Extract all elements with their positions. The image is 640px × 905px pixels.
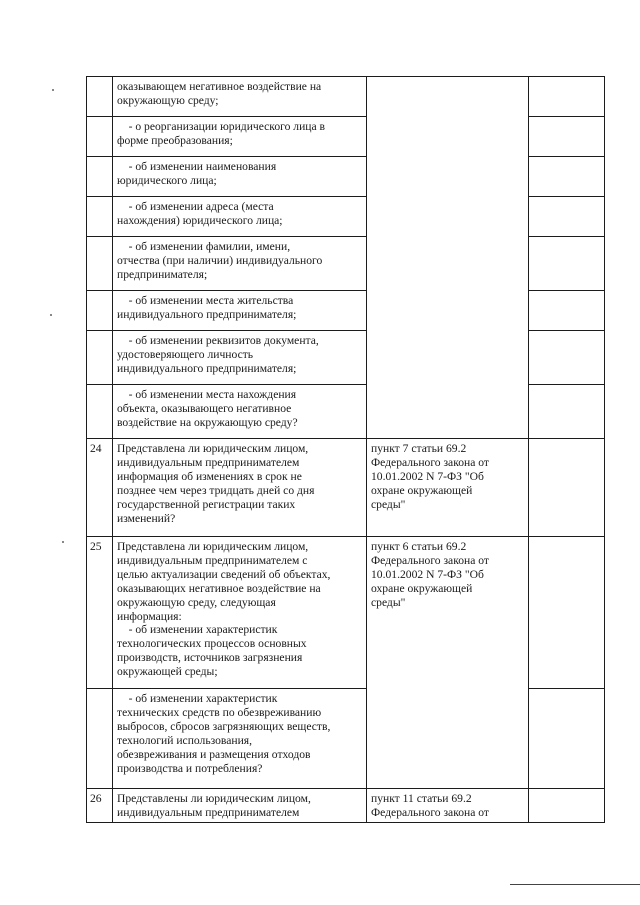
answer-cell: [529, 237, 605, 291]
question-cell: [113, 117, 367, 157]
question-line: - об изменении наименования: [117, 160, 277, 173]
answer-cell: [529, 789, 605, 823]
question-line: Представлены ли юридическим лицом,: [117, 792, 311, 805]
row-number: 25: [87, 537, 113, 689]
row-number: 24: [87, 439, 113, 537]
question-line: технических средств по обезвреживанию: [117, 705, 322, 719]
question-cell: [113, 291, 367, 331]
question-line: индивидуального предпринимателя;: [117, 307, 297, 321]
reference-line: охране окружающей: [371, 483, 473, 497]
answer-cell: [529, 117, 605, 157]
question-cell: [113, 689, 367, 789]
question-line: Представлена ли юридическим лицом,: [117, 540, 309, 553]
question-line: - об изменении места жительства: [117, 294, 294, 307]
question-line: отчества (при наличии) индивидуального: [117, 253, 323, 267]
question-line: - об изменении места нахождения: [117, 388, 297, 401]
question-line: оказывающих негативное воздействие на: [117, 581, 321, 595]
row-number: [87, 77, 113, 117]
row-number: [87, 331, 113, 385]
reference-line: охране окружающей: [371, 581, 473, 595]
reference-line: 10.01.2002 N 7-ФЗ "Об: [371, 567, 484, 581]
reference-line: пункт 7 статьи 69.2: [371, 442, 467, 455]
question-line: технологических процессов основных: [117, 637, 307, 651]
question-line: форме преобразования;: [117, 133, 233, 147]
table-row: [87, 77, 605, 117]
answer-cell: [529, 77, 605, 117]
legal-reference-cell: [367, 77, 529, 439]
row-number: [87, 385, 113, 439]
question-line: удостоверяющего личность: [117, 347, 254, 361]
question-line: индивидуальным предпринимателем с: [117, 553, 308, 567]
reference-line: среды": [371, 595, 406, 609]
question-line: - об изменении характеристик: [117, 692, 278, 705]
answer-cell: [529, 439, 605, 537]
reference-line: пункт 6 статьи 69.2: [371, 540, 467, 553]
row-number: [87, 117, 113, 157]
answer-cell: [529, 689, 605, 789]
question-cell: [113, 385, 367, 439]
question-line: окружающей среды;: [117, 665, 218, 679]
reference-line: Федерального закона от: [371, 553, 490, 567]
question-line: - об изменении реквизитов документа,: [117, 334, 319, 347]
question-cell: [113, 537, 367, 689]
reference-line: 10.01.2002 N 7-ФЗ "Об: [371, 469, 484, 483]
question-line: позднее чем через тридцать дней со дня: [117, 483, 315, 497]
page-footer-rule: [510, 884, 640, 885]
row-number: [87, 237, 113, 291]
question-line: предпринимателя;: [117, 267, 208, 281]
reference-line: среды": [371, 497, 406, 511]
question-line: целью актуализации сведений об объектах,: [117, 567, 331, 581]
question-line: индивидуального предпринимателя;: [117, 361, 297, 375]
table-row: [87, 537, 605, 689]
question-line: информация:: [117, 609, 182, 623]
scan-dot: [52, 89, 54, 91]
question-line: воздействие на окружающую среду?: [117, 415, 298, 429]
answer-cell: [529, 385, 605, 439]
question-line: - об изменении фамилии, имени,: [117, 240, 291, 253]
question-line: нахождения) юридического лица;: [117, 213, 283, 227]
question-line: выбросов, сбросов загрязняющих веществ,: [117, 719, 331, 733]
row-number: [87, 197, 113, 237]
row-number: [87, 291, 113, 331]
question-cell: [113, 331, 367, 385]
question-line: информация об изменениях в срок не: [117, 469, 302, 483]
question-line: технологий использования,: [117, 733, 253, 747]
question-line: окружающую среду;: [117, 93, 219, 107]
reference-line: Федерального закона от: [371, 805, 490, 819]
question-cell: [113, 77, 367, 117]
scan-dot: [50, 314, 52, 316]
question-line: государственной регистрации таких: [117, 497, 296, 511]
question-line: производства и потребления?: [117, 761, 263, 775]
table-row: [87, 439, 605, 537]
question-cell: [113, 157, 367, 197]
question-line: - о реорганизации юридического лица в: [117, 120, 326, 133]
scan-dot: [62, 541, 64, 543]
legal-reference-cell: [367, 789, 529, 823]
question-line: объекта, оказывающего негативное: [117, 401, 292, 415]
question-cell: [113, 789, 367, 823]
question-line: окружающую среду, следующая: [117, 595, 276, 609]
row-number: [87, 157, 113, 197]
reference-line: Федерального закона от: [371, 455, 490, 469]
question-line: юридического лица;: [117, 173, 217, 187]
answer-cell: [529, 291, 605, 331]
question-line: - об изменении характеристик: [117, 623, 278, 637]
reference-line: пункт 11 статьи 69.2: [371, 792, 472, 805]
question-line: - об изменении адреса (места: [117, 200, 274, 213]
question-cell: [113, 237, 367, 291]
question-line: Представлена ли юридическим лицом,: [117, 442, 309, 455]
answer-cell: [529, 197, 605, 237]
question-line: изменений?: [117, 511, 176, 525]
legal-reference-cell: [367, 439, 529, 537]
row-number: [87, 689, 113, 789]
answer-cell: [529, 537, 605, 689]
legal-reference-cell: [367, 537, 529, 789]
answer-cell: [529, 331, 605, 385]
question-cell: [113, 439, 367, 537]
row-number: 26: [87, 789, 113, 823]
table-row: [87, 789, 605, 823]
question-line: индивидуальным предпринимателем: [117, 805, 300, 819]
question-line: индивидуальным предпринимателем: [117, 455, 300, 469]
question-line: производств, источников загрязнения: [117, 651, 303, 665]
checklist-table: [86, 76, 605, 823]
answer-cell: [529, 157, 605, 197]
question-line: оказывающем негативное воздействие на: [117, 80, 322, 93]
question-cell: [113, 197, 367, 237]
question-line: обезвреживания и размещения отходов: [117, 747, 311, 761]
